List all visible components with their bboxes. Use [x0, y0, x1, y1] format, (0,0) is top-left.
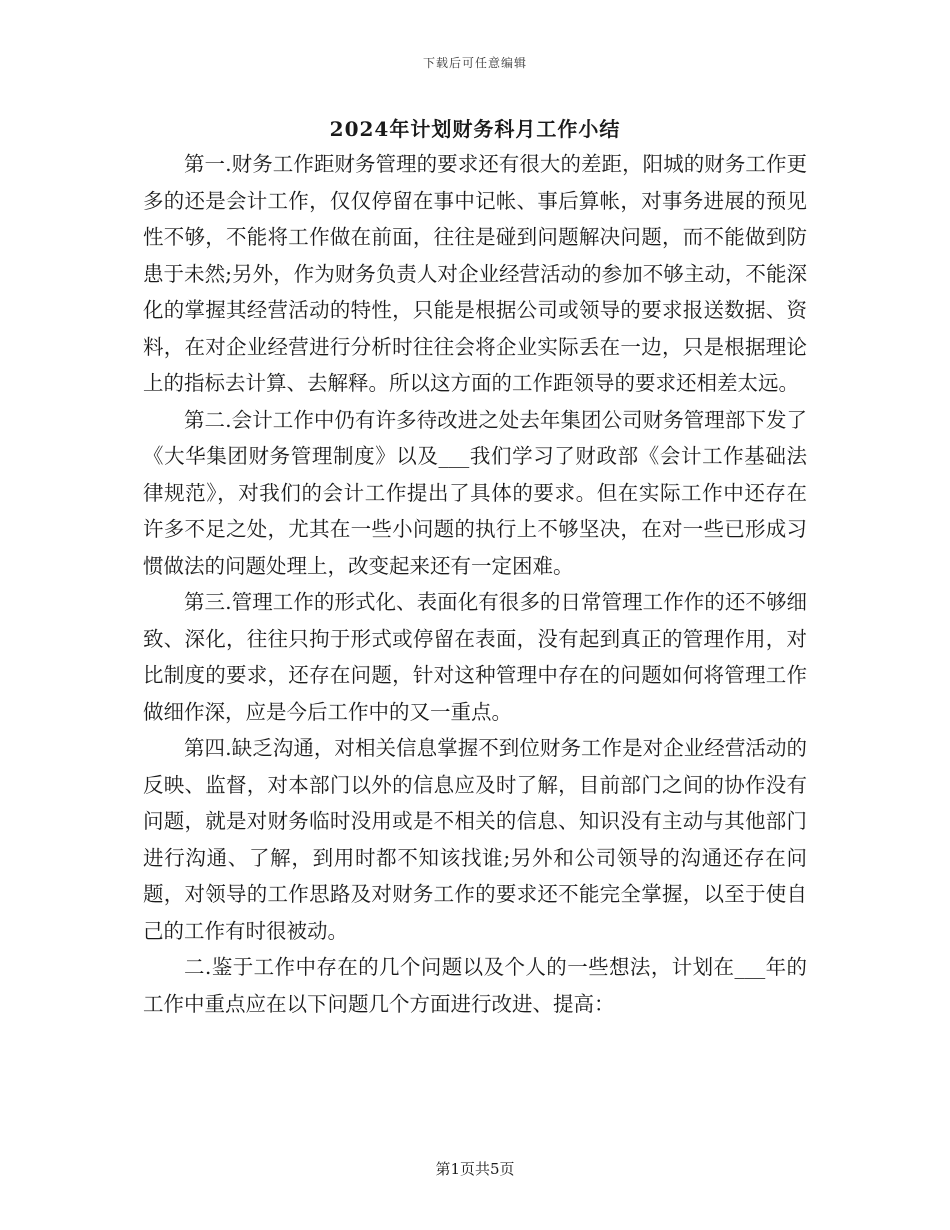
- page-number: 第1页共5页: [435, 1160, 515, 1178]
- header-note: 下载后可任意编辑: [422, 56, 527, 70]
- paragraph-5: 二.鉴于工作中存在的几个问题以及个人的一些想法，计划在___年的工作中重点应在以下问题几个方面进行改进、提高：: [143, 955, 807, 1016]
- document-body: [143, 146, 807, 1022]
- paragraph-1: 第一.财务工作距财务管理的要求还有很大的差距，阳城的财务工作更多的还是会计工作，仅仅停留在事中记帐、事后算帐，对事务进展的预见性不够，不能将工作做在前面，往往是碰到问题解决问题，而不能做到防患于未然;另外，作为财务负责人对企业经营活动的参加不够主动，不能深化的掌握其经营活动的特性，只能是根据公司或领导的要求报送数据、资料，在对企业经营进行分析时往往会将企业实际丢在一边，只是根据理论上的指标去计算、去解释。所以这方面的工作距领导的要求还相差太远。: [143, 152, 807, 395]
- document-title: 2024年计划财务科月工作小结: [329, 117, 621, 141]
- paragraph-4: 第四.缺乏沟通，对相关信息掌握不到位财务工作是对企业经营活动的反映、监督，对本部门以外的信息应及时了解，目前部门之间的协作没有问题，就是对财务临时没用或是不相关的信息、知识没有主动与其他部门进行沟通、了解，到用时都不知该找谁;另外和公司领导的沟通还存在问题，对领导的工作思路及对财务工作的要求还不能完全掌握，以至于使自己的工作有时很被动。: [143, 736, 807, 943]
- paragraph-3: 第三.管理工作的形式化、表面化有很多的日常管理工作作的还不够细致、深化，往往只拘于形式或停留在表面，没有起到真正的管理作用，对比制度的要求，还存在问题，针对这种管理中存在的问题如何将管理工作做细作深，应是今后工作中的又一重点。: [143, 590, 807, 724]
- paragraph-2: 第二.会计工作中仍有许多待改进之处去年集团公司财务管理部下发了《大华集团财务管理制度》以及___我们学习了财政部《会计工作基础法律规范》，对我们的会计工作提出了具体的要求。但在实际工作中还存在许多不足之处，尤其在一些小问题的执行上不够坚决，在对一些已形成习惯做法的问题处理上，改变起来还有一定困难。: [143, 407, 807, 578]
